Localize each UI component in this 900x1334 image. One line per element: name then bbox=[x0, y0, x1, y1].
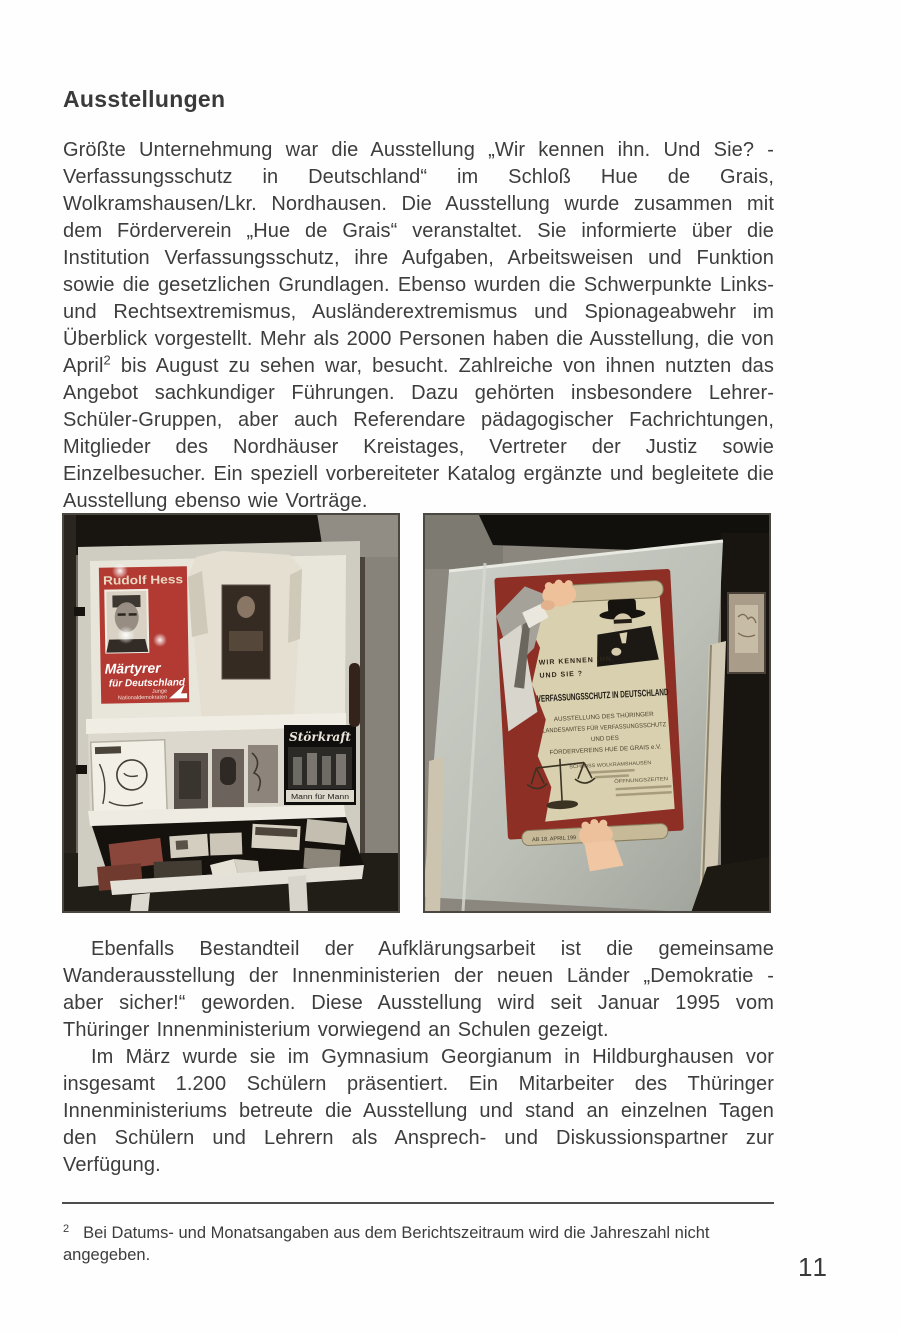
stoerkraft-title: Störkraft bbox=[289, 730, 352, 744]
hess-org-line2: Nationaldemokraten bbox=[117, 694, 168, 702]
poster-kicker-line2: UND SIE ? bbox=[539, 670, 584, 680]
magazine bbox=[210, 832, 243, 855]
album-small-1 bbox=[174, 753, 208, 811]
tshirt-print-head bbox=[237, 596, 255, 618]
tshirt-print-arms bbox=[229, 631, 263, 651]
footnote bbox=[63, 1222, 774, 1266]
footnote-marker: 2 bbox=[63, 1222, 70, 1235]
case-leg bbox=[288, 875, 308, 913]
hess-org-line1: Junge bbox=[151, 688, 168, 695]
case-hinge bbox=[76, 765, 87, 774]
album-small-2 bbox=[212, 749, 244, 807]
magazine bbox=[305, 819, 347, 845]
album-cartoon bbox=[91, 740, 168, 821]
poster-date: AB 18. APRIL 199 bbox=[531, 835, 577, 844]
band-member bbox=[307, 753, 317, 785]
magazine bbox=[169, 834, 208, 859]
hess-portrait-eyes bbox=[118, 613, 126, 616]
poster-sub-line2: LANDESAMTES FÜR VERFASSUNGSSCHUTZ bbox=[542, 720, 677, 735]
poster-sub-line3: UND DES bbox=[590, 734, 619, 744]
hess-portrait-eye bbox=[129, 613, 137, 616]
paragraph-wanderausstellung: Ebenfalls Bestandteil der Aufklärungsarbeit ist die gemeinsame Wanderausstellung der Innenministerien der neuen Länder „Demokratie - aber sicher!“ geworden. Diese Ausstellung wird seit Januar 1995 vom Thüringer Innenministerium vorwiegend an Schulen gezeigt. bbox=[63, 938, 774, 1041]
wall-framed-picture bbox=[728, 593, 765, 673]
footnote-text: Bei Datums- und Monatsangaben aus dem Berichtszeitraum wird die Jahreszahl nicht angegeben. bbox=[63, 1224, 710, 1264]
footnote-reference: 2 bbox=[103, 352, 111, 368]
page-number: 11 bbox=[798, 1252, 829, 1282]
dark-room-right bbox=[721, 533, 771, 913]
poster-sub-line1: AUSSTELLUNG DES THÜRINGER bbox=[553, 710, 653, 724]
flash-glare bbox=[112, 563, 128, 579]
section-heading: Ausstellungen bbox=[63, 86, 226, 112]
magazine-print bbox=[176, 840, 189, 850]
case-handle bbox=[349, 663, 360, 727]
hess-poster-title: Rudolf Hess bbox=[102, 572, 174, 588]
case-hinge bbox=[74, 607, 85, 616]
band-member bbox=[336, 754, 346, 785]
photo-row bbox=[62, 513, 772, 913]
paragraph-hildburghausen: Im März wurde sie im Gymnasium Georgianum in Hildburghausen vor insgesamt 1.200 Schülern präsentiert. Ein Mitarbeiter des Thüringer Innenministeriums betreute die Ausstellung und stand an einzelnen Tagen den Schülern und Lehrern als Ansprech- und Diskussionspartner zur Verfügung. bbox=[63, 1046, 774, 1176]
hess-caption-line1: Märtyrer bbox=[104, 659, 161, 677]
exhibition-poster bbox=[494, 569, 735, 876]
paragraph-exhibition bbox=[63, 137, 774, 515]
hess-poster bbox=[99, 566, 189, 704]
poster-hours-label: ÖFFNUNGSZEITEN bbox=[614, 776, 661, 785]
photo-exhibition-poster bbox=[423, 513, 771, 913]
stoerkraft-album bbox=[284, 725, 356, 805]
footnote-rule bbox=[62, 1202, 774, 1204]
hess-caption-line2: für Deutschland bbox=[108, 677, 186, 690]
flash-glare bbox=[117, 626, 135, 644]
poster-title: VERFASSUNGSSCHUTZ IN DEUTSCHLAND bbox=[536, 683, 735, 705]
lower-paragraphs bbox=[63, 936, 774, 1179]
tshirt-sleeve-shadow-right bbox=[288, 569, 302, 643]
paragraph-text-before-ref: Größte Unternehmung war die Ausstellung „Wir kennen ihn. Und Sie? - Verfassungsschutz in Deutschland“ im Schloß Hue de Grais, Wolkramshausen/Lkr. Nordhausen. Die Ausstellung wurde zusammen mit dem Förderverein „Hue de Grais“ veranstaltet. Sie informierte über die Institution Verfassungsschutz, ihre Aufgaben, Arbeitsweisen und Funktion sowie die gesetzlichen Grundlagen. Ebenso wurden die Schwerpunkte Links- und Rechtsextremismus, Ausländerextremismus und Spionageabwehr im Überblick vorgestellt. Mehr als 2000 Personen haben die Ausstellung, die von April bbox=[63, 139, 774, 377]
photo-display-case bbox=[62, 513, 400, 913]
poster-kicker-line1: WIR KENNEN IHN. bbox=[538, 655, 615, 667]
poster-sub-line4: FÖRDERVEREINS HUE DE GRAIS e.V. bbox=[549, 743, 661, 757]
poster-location: SCHLOSS WOLKRAMSHAUSEN bbox=[569, 760, 645, 771]
case-leg bbox=[130, 893, 150, 913]
band-member bbox=[322, 756, 331, 785]
flash-glare bbox=[153, 633, 167, 647]
band-member bbox=[293, 757, 302, 785]
tshirt-exhibit bbox=[188, 551, 302, 721]
paragraph-text-after-ref: bis August zu sehen war, besucht. Zahlreiche von ihnen nutzten das Angebot sachkundiger Führungen. Dazu gehörten insbesondere Lehrer-Schüler-Gruppen, aber auch Referendare pädagogischer Fachrichtungen, Mitglieder des Nordhäuser Kreistages, Vertreter der Justiz sowie Einzelbesucher. Ein speziell vorbereiteter Katalog ergänzte und begleitete die Ausstellung ebenso wie Vorträge. bbox=[63, 355, 774, 512]
album-small-3 bbox=[248, 745, 278, 803]
stoerkraft-subtitle: Mann für Mann bbox=[291, 792, 349, 801]
